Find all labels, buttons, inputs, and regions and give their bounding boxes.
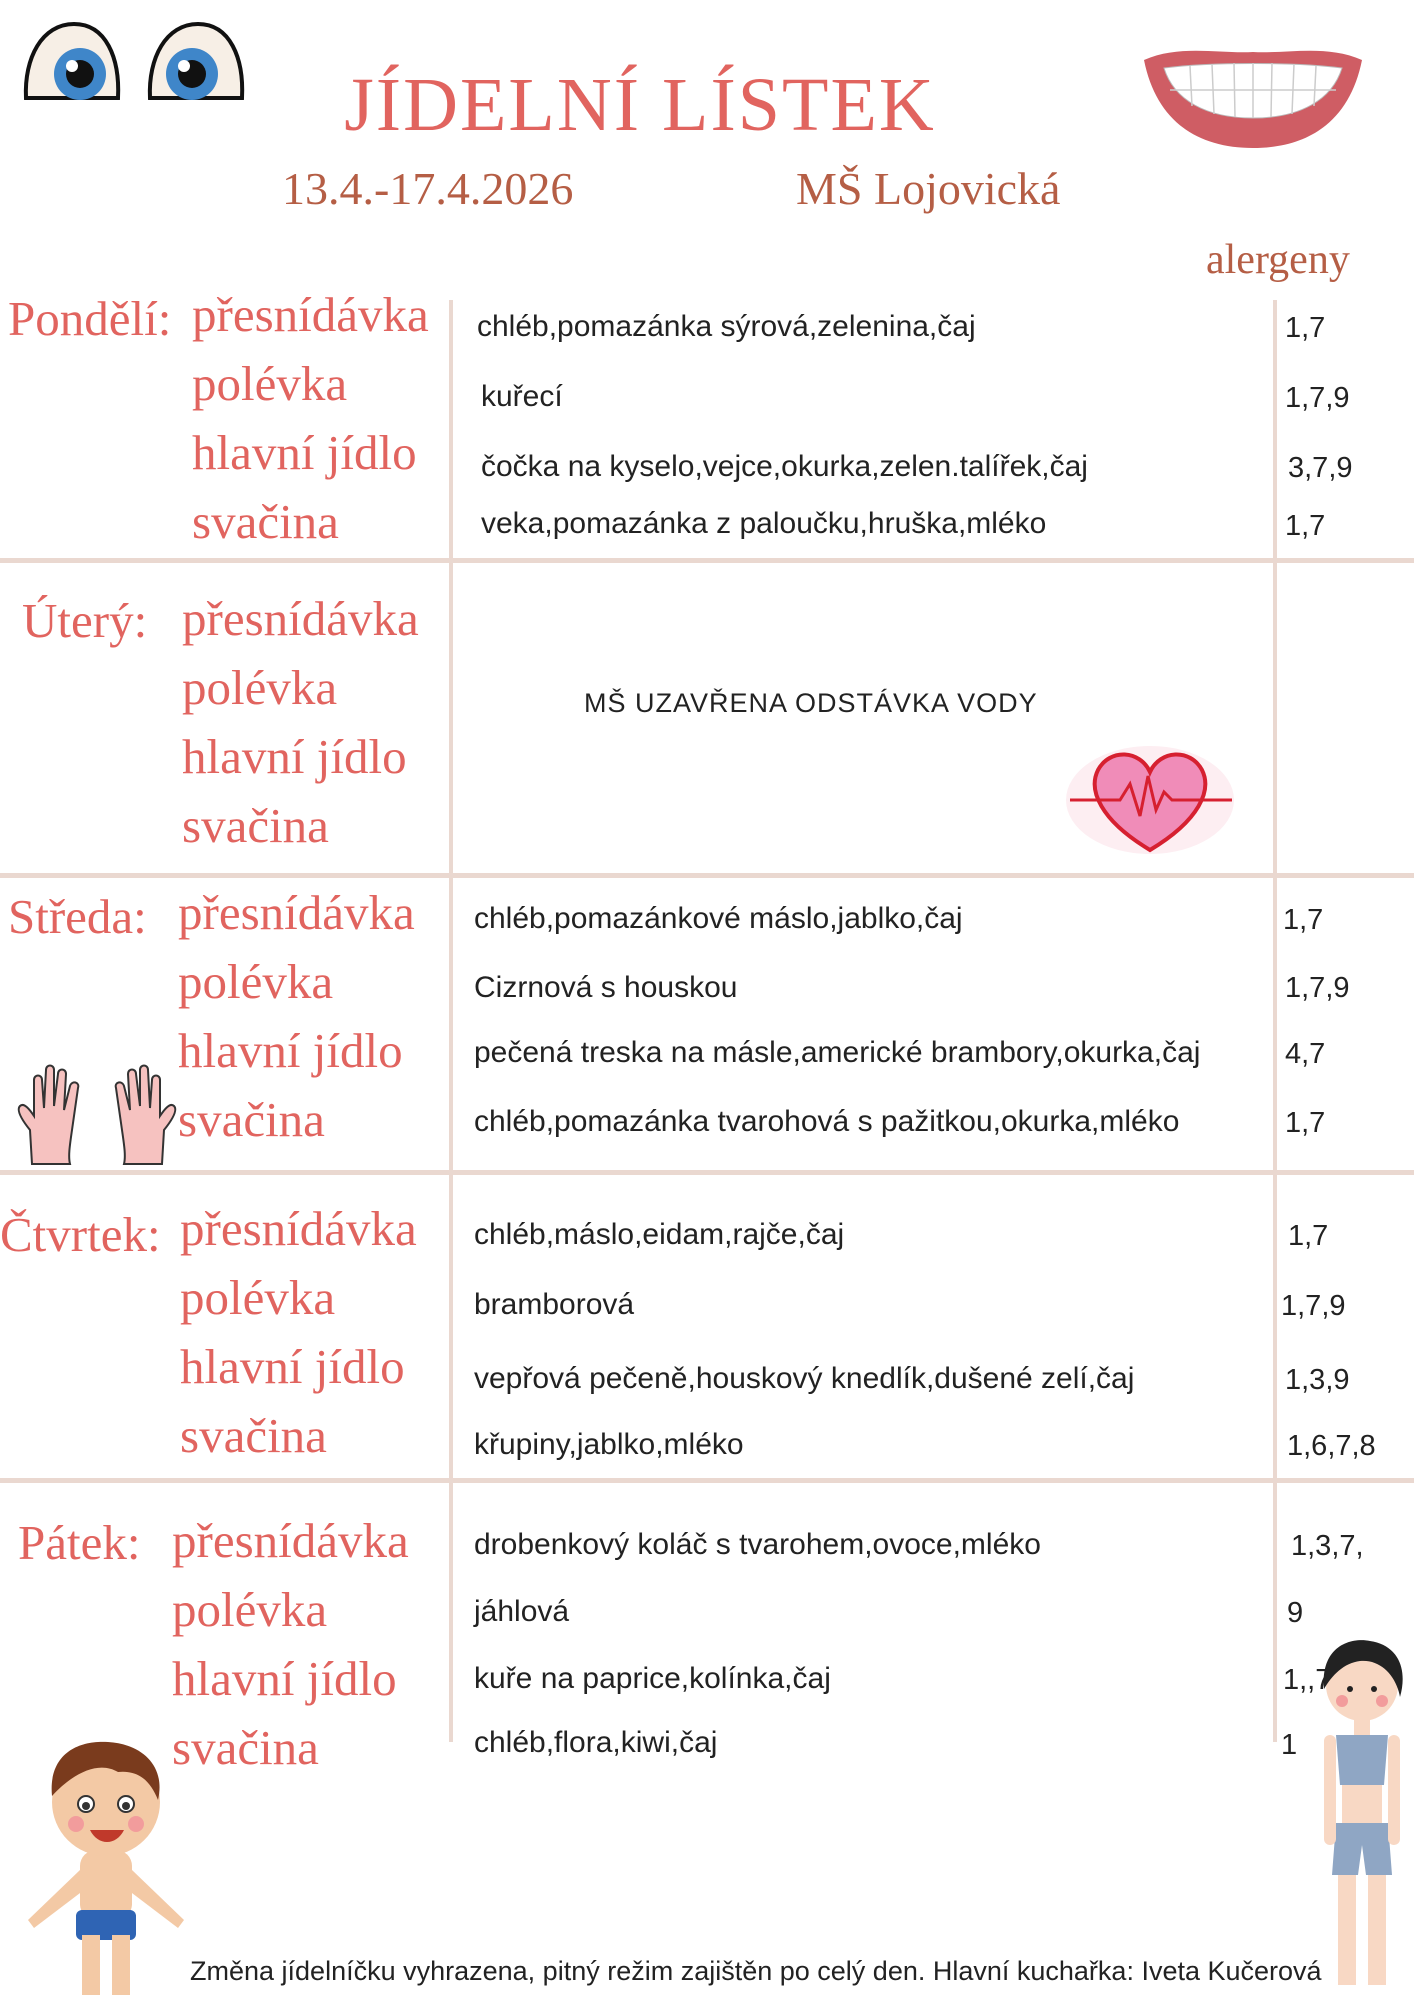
allergens-header: alergeny xyxy=(1206,237,1350,283)
meal-label: hlavní jídlo xyxy=(178,1023,403,1078)
dish-text: kuře na paprice,kolínka,čaj xyxy=(474,1662,831,1695)
allergen-codes: 1,7 xyxy=(1288,1220,1329,1252)
allergen-codes: 1,3,7, xyxy=(1291,1530,1364,1562)
dish-text: Cizrnová s houskou xyxy=(474,971,738,1004)
dish-text: křupiny,jablko,mléko xyxy=(474,1428,744,1461)
row-divider xyxy=(0,1478,1414,1483)
dish-text: jáhlová xyxy=(474,1595,570,1628)
meal-label: svačina xyxy=(180,1408,327,1463)
allergen-codes: 1 xyxy=(1281,1729,1298,1761)
allergen-codes: 1,7 xyxy=(1285,1107,1326,1139)
day-label-tuesday: Úterý: xyxy=(22,593,148,648)
meal-label: polévka xyxy=(180,1270,336,1325)
allergen-codes: 1,6,7,8 xyxy=(1287,1430,1376,1462)
dish-text: chléb,pomazánka tvarohová s pažitkou,okurka,mléko xyxy=(474,1105,1180,1138)
day-label-friday: Pátek: xyxy=(18,1515,141,1570)
dish-text: čočka na kyselo,vejce,okurka,zelen.talířek,čaj xyxy=(481,450,1088,483)
dish-text: vepřová pečeně,houskový knedlík,dušené zelí,čaj xyxy=(474,1362,1135,1395)
meal-label: svačina xyxy=(178,1092,325,1147)
heart-pulse-icon xyxy=(1060,740,1240,860)
dish-text: kuřecí xyxy=(481,380,563,413)
boy-illustration xyxy=(18,1730,194,2000)
meal-label: přesnídávka xyxy=(178,885,415,940)
closed-notice: MŠ UZAVŘENA ODSTÁVKA VODY xyxy=(584,688,1038,718)
dish-text: drobenkový koláč s tvarohem,ovoce,mléko xyxy=(474,1528,1041,1561)
column-divider-right xyxy=(1273,300,1277,1742)
dish-text: veka,pomazánka z paloučku,hruška,mléko xyxy=(481,507,1047,540)
allergen-codes: 9 xyxy=(1287,1597,1304,1629)
column-divider-left xyxy=(449,300,453,1742)
meal-label: polévka xyxy=(172,1582,328,1637)
school-name: MŠ Lojovická xyxy=(796,163,1061,214)
dish-text: pečená treska na másle,americké brambory,okurka,čaj xyxy=(474,1036,1201,1069)
day-label-thursday: Čtvrtek: xyxy=(0,1207,161,1262)
meal-label: svačina xyxy=(182,798,329,853)
day-label-monday: Pondělí: xyxy=(8,291,172,346)
allergen-codes: 4,7 xyxy=(1285,1038,1326,1070)
row-divider xyxy=(0,558,1414,563)
meal-label: polévka xyxy=(192,356,348,411)
date-range: 13.4.-17.4.2026 xyxy=(282,163,574,214)
meal-label: svačina xyxy=(192,494,339,549)
dish-text: bramborová xyxy=(474,1288,635,1321)
meal-label: přesnídávka xyxy=(172,1513,409,1568)
allergen-codes: 1,7,9 xyxy=(1285,972,1350,1004)
allergen-codes: 1,,7 xyxy=(1283,1664,1332,1696)
meal-label: hlavní jídlo xyxy=(172,1651,397,1706)
page-title: JÍDELNÍ LÍSTEK xyxy=(344,63,936,147)
meal-label: polévka xyxy=(182,660,338,715)
dish-text: chléb,máslo,eidam,rajče,čaj xyxy=(474,1218,845,1251)
dish-text: chléb,pomazánka sýrová,zelenina,čaj xyxy=(477,310,976,343)
allergen-codes: 3,7,9 xyxy=(1288,452,1353,484)
row-divider xyxy=(0,873,1414,878)
meal-label: přesnídávka xyxy=(180,1201,417,1256)
meal-label: svačina xyxy=(172,1720,319,1775)
footer-note: Změna jídelníčku vyhrazena, pitný režim zajištěn po celý den. Hlavní kuchařka: Iveta Kučerová xyxy=(190,1956,1322,1986)
day-label-wednesday: Středa: xyxy=(8,889,147,944)
meal-label: hlavní jídlo xyxy=(192,425,417,480)
dish-text: chléb,pomazánkové máslo,jablko,čaj xyxy=(474,902,963,935)
allergen-codes: 1,3,9 xyxy=(1285,1364,1350,1396)
allergen-codes: 1,7 xyxy=(1285,510,1326,542)
allergen-codes: 1,7 xyxy=(1283,904,1324,936)
dish-text: chléb,flora,kiwi,čaj xyxy=(474,1726,718,1759)
row-divider xyxy=(0,1170,1414,1175)
meal-label: hlavní jídlo xyxy=(182,729,407,784)
meal-label: polévka xyxy=(178,954,334,1009)
allergen-codes: 1,7,9 xyxy=(1281,1290,1346,1322)
meal-label: hlavní jídlo xyxy=(180,1339,405,1394)
hands-icon xyxy=(12,1060,182,1170)
allergen-codes: 1,7 xyxy=(1285,312,1326,344)
allergen-codes: 1,7,9 xyxy=(1285,382,1350,414)
meal-label: přesnídávka xyxy=(192,287,429,342)
meal-label: přesnídávka xyxy=(182,591,419,646)
